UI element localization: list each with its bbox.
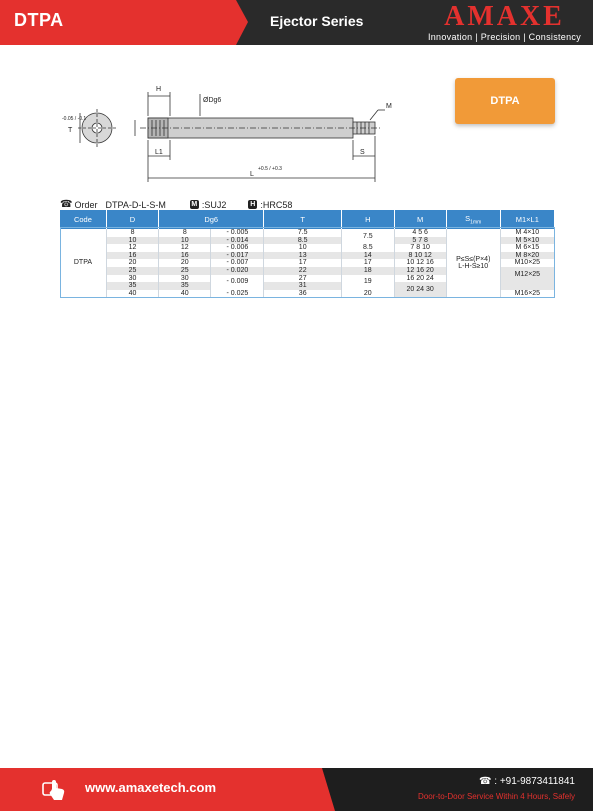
phone-number: : +91-9873411841	[494, 776, 575, 787]
tol-cell: - 0.006	[211, 244, 264, 252]
brand-name: AMAXE	[444, 1, 565, 32]
m-cell: 20 24 30	[394, 282, 446, 297]
h-cell: 18	[342, 267, 394, 275]
tol-cell: - 0.007	[211, 259, 264, 267]
col-t: T	[264, 210, 342, 229]
dim-dia-label: ØDg6	[203, 97, 222, 104]
dim-h-label: H	[156, 86, 162, 93]
dg6-cell: 20	[159, 259, 211, 267]
order-line	[60, 199, 292, 210]
dg6-cell: 25	[159, 267, 211, 275]
phone-icon: ☎	[60, 199, 73, 210]
tol-cell: - 0.009	[211, 275, 264, 290]
col-d: D	[106, 210, 158, 229]
series-title: Ejector Series	[270, 13, 364, 29]
dim-m-label: M	[386, 103, 392, 110]
h-cell: 14	[342, 252, 394, 260]
website-link[interactable]: www.amaxetech.com	[85, 780, 217, 795]
h-cell: 20	[342, 290, 394, 298]
tol-cell: - 0.014	[211, 237, 264, 245]
h-cell: 19	[342, 275, 394, 290]
order-hardness: :HRC58	[260, 199, 293, 210]
t-cell: 8.5	[264, 237, 342, 245]
col-code: Code	[60, 210, 106, 229]
dg6-cell: 16	[159, 252, 211, 260]
d-cell: 40	[106, 290, 158, 298]
service-note: Door-to-Door Service Within 4 Hours, Safely	[418, 792, 575, 801]
table-header-row	[60, 210, 555, 229]
t-cell: 31	[264, 282, 342, 290]
product-badge: DTPA	[455, 78, 555, 124]
s-rule-cell	[446, 229, 500, 297]
m1l1-cell: M 8×20	[500, 252, 554, 260]
col-s-subscript: 1mm	[470, 219, 482, 226]
d-cell: 20	[106, 259, 158, 267]
s-rule-2: L-H-S≥10	[458, 263, 489, 271]
m-cell: 4 5 6	[394, 229, 446, 237]
dg6-cell: 8	[159, 229, 211, 237]
dg6-cell: 40	[159, 290, 211, 298]
table-row	[60, 229, 555, 237]
d-cell: 30	[106, 275, 158, 283]
technical-drawing	[60, 80, 400, 190]
m-cell: 16 20 24	[394, 275, 446, 283]
col-h: H	[342, 210, 394, 229]
m1l1-cell: M12×25	[500, 267, 554, 282]
d-cell: 16	[106, 252, 158, 260]
t-cell: 27	[264, 275, 342, 283]
brand-tagline: Innovation | Precision | Consistency	[427, 32, 581, 42]
dim-l-tolerance: +0.5 / +0.3	[258, 166, 282, 172]
dg6-cell: 12	[159, 244, 211, 252]
dg6-cell: 30	[159, 275, 211, 283]
t-cell: 22	[264, 267, 342, 275]
col-m: M	[394, 210, 446, 229]
dim-t-tolerance: -0.05 / -0.1	[62, 116, 87, 122]
order-label: Order	[74, 199, 98, 210]
touch-hand-icon	[42, 779, 66, 801]
t-cell: 13	[264, 252, 342, 260]
m1l1-cell: M10×25	[500, 259, 554, 267]
s-rule-1: P≤S≤(P×4)	[456, 255, 491, 263]
m-cell: 12 16 20	[394, 267, 446, 275]
telephone-icon: ☎	[479, 776, 492, 787]
h-cell: 7.5	[342, 229, 394, 244]
order-code: DTPA-D-L-S-M	[105, 199, 166, 210]
tol-cell: - 0.017	[211, 252, 264, 260]
d-cell: 12	[106, 244, 158, 252]
h-cell: 17	[342, 259, 394, 267]
dim-l-label: L	[250, 171, 254, 178]
spec-table	[60, 210, 555, 297]
t-cell: 7.5	[264, 229, 342, 237]
dg6-cell: 10	[159, 237, 211, 245]
page-title: DTPA	[14, 10, 64, 30]
d-cell: 25	[106, 267, 158, 275]
col-m1l1: M1×L1	[500, 210, 554, 229]
m-cell: 10 12 16	[394, 259, 446, 267]
m1l1-cell: M 6×15	[500, 244, 554, 252]
t-cell: 10	[264, 244, 342, 252]
m-cell: 5 7 8	[394, 237, 446, 245]
m1l1-cell: M 5×10	[500, 237, 554, 245]
dg6-cell: 35	[159, 282, 211, 290]
hardness-icon: H	[250, 201, 256, 208]
m1l1-cell: M 4×10	[500, 229, 554, 237]
t-cell: 17	[264, 259, 342, 267]
m1l1-cell: M16×25	[500, 290, 554, 298]
code-cell: DTPA	[60, 229, 106, 297]
d-cell: 8	[106, 229, 158, 237]
h-cell: 8.5	[342, 244, 394, 252]
order-material: :SUJ2	[201, 199, 227, 210]
m1l1-cell-empty	[500, 282, 554, 290]
header-bar	[0, 0, 593, 45]
tol-cell: - 0.025	[211, 290, 264, 298]
brand-logo	[428, 3, 581, 42]
col-dg6: Dg6	[159, 210, 264, 229]
footer-phone	[479, 776, 575, 787]
d-cell: 10	[106, 237, 158, 245]
m-cell: 7 8 10	[394, 244, 446, 252]
dim-t-label: T	[68, 127, 73, 134]
tol-cell: - 0.005	[211, 229, 264, 237]
col-s: $S_{1mm}$	[446, 210, 500, 229]
t-cell: 36	[264, 290, 342, 298]
tol-cell: - 0.020	[211, 267, 264, 275]
dim-l1-label: L1	[155, 149, 163, 156]
d-cell: 35	[106, 282, 158, 290]
m-cell: 8 10 12	[394, 252, 446, 260]
material-icon: M	[191, 201, 198, 208]
dim-s-label: S	[360, 149, 365, 156]
